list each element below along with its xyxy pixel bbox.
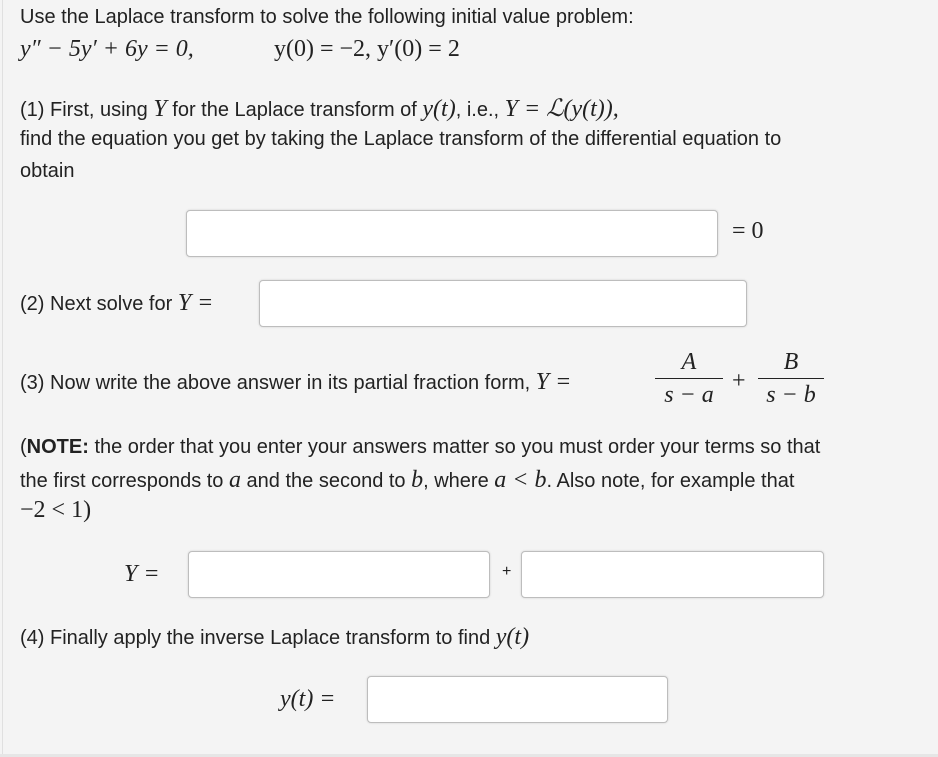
step1-Y: Y bbox=[153, 96, 167, 122]
initial-conditions: y(0) = −2, y′(0) = 2 bbox=[274, 36, 460, 62]
step1-line1 bbox=[20, 94, 619, 123]
step2-text: (2) Next solve for bbox=[20, 293, 178, 315]
solve-Y-input[interactable] bbox=[259, 280, 747, 327]
step2-label bbox=[20, 290, 213, 317]
step3-label bbox=[20, 369, 571, 396]
note-line1-text: the order that you enter your answers matter so you must order your terms so that bbox=[88, 436, 821, 458]
note-var-a: a bbox=[228, 467, 241, 493]
step4-label bbox=[20, 624, 529, 651]
fraction-A-denominator: s − a bbox=[664, 382, 714, 408]
note-line2-d: . Also note, for example that bbox=[546, 470, 795, 492]
problem-intro: Use the Laplace transform to solve the following initial value problem: bbox=[20, 6, 634, 28]
fraction-plus: + bbox=[732, 368, 746, 394]
laplace-equation-input[interactable] bbox=[186, 210, 718, 257]
note-open-paren: ( bbox=[20, 436, 27, 458]
inverse-laplace-input[interactable] bbox=[367, 676, 668, 723]
fraction-B-numerator: B bbox=[783, 349, 799, 375]
note-line3: −2 < 1) bbox=[20, 497, 92, 523]
step2-Y-equals: Y = bbox=[177, 290, 214, 316]
fraction-B-denominator: s − b bbox=[766, 382, 816, 408]
fraction-A-bar bbox=[655, 378, 723, 379]
note-a-lt-b: a < b bbox=[494, 467, 547, 493]
differential-equation: y″ − 5y′ + 6y = 0, bbox=[20, 36, 194, 62]
step1-line2: find the equation you get by taking the Laplace transform of the differential equation to bbox=[20, 128, 782, 150]
step4-text: (4) Finally apply the inverse Laplace transform to find bbox=[20, 627, 496, 649]
partial-fraction-second-input[interactable] bbox=[521, 551, 824, 598]
pf-plus: + bbox=[502, 563, 512, 580]
note-line2 bbox=[20, 467, 794, 494]
step3-Y-equals: Y = bbox=[535, 369, 572, 395]
note-bold: NOTE: bbox=[26, 436, 89, 458]
left-border bbox=[2, 0, 3, 757]
step1-text-a: (1) First, using bbox=[20, 99, 154, 121]
note-line2-a: the first corresponds to bbox=[20, 470, 229, 492]
yt-equals bbox=[280, 686, 336, 713]
fraction-B-bar bbox=[758, 378, 824, 379]
yt-equals-text: y(t) = bbox=[280, 686, 336, 712]
partial-fraction-first-input[interactable] bbox=[188, 551, 490, 598]
step3-text: (3) Now write the above answer in its partial fraction form, bbox=[20, 372, 536, 394]
fraction-A-numerator: A bbox=[681, 349, 697, 375]
step1-text-b: for the Laplace transform of bbox=[166, 99, 423, 121]
step4-yt: y(t) bbox=[495, 624, 530, 650]
pf-Y-equals: Y = bbox=[124, 561, 160, 587]
note-line1 bbox=[20, 436, 820, 459]
fraction-B bbox=[758, 348, 824, 409]
step1-line3: obtain bbox=[20, 160, 75, 182]
note-var-b: b bbox=[411, 467, 424, 493]
note-line2-c: , where bbox=[423, 470, 495, 492]
step1-definition: Y = ℒ(y(t)), bbox=[504, 96, 619, 122]
step1-yt: y(t) bbox=[422, 96, 456, 122]
step1-text-c: , i.e., bbox=[455, 99, 505, 121]
note-line2-b: and the second to bbox=[240, 470, 412, 492]
fraction-A bbox=[655, 348, 723, 409]
equals-zero: = 0 bbox=[732, 218, 764, 244]
